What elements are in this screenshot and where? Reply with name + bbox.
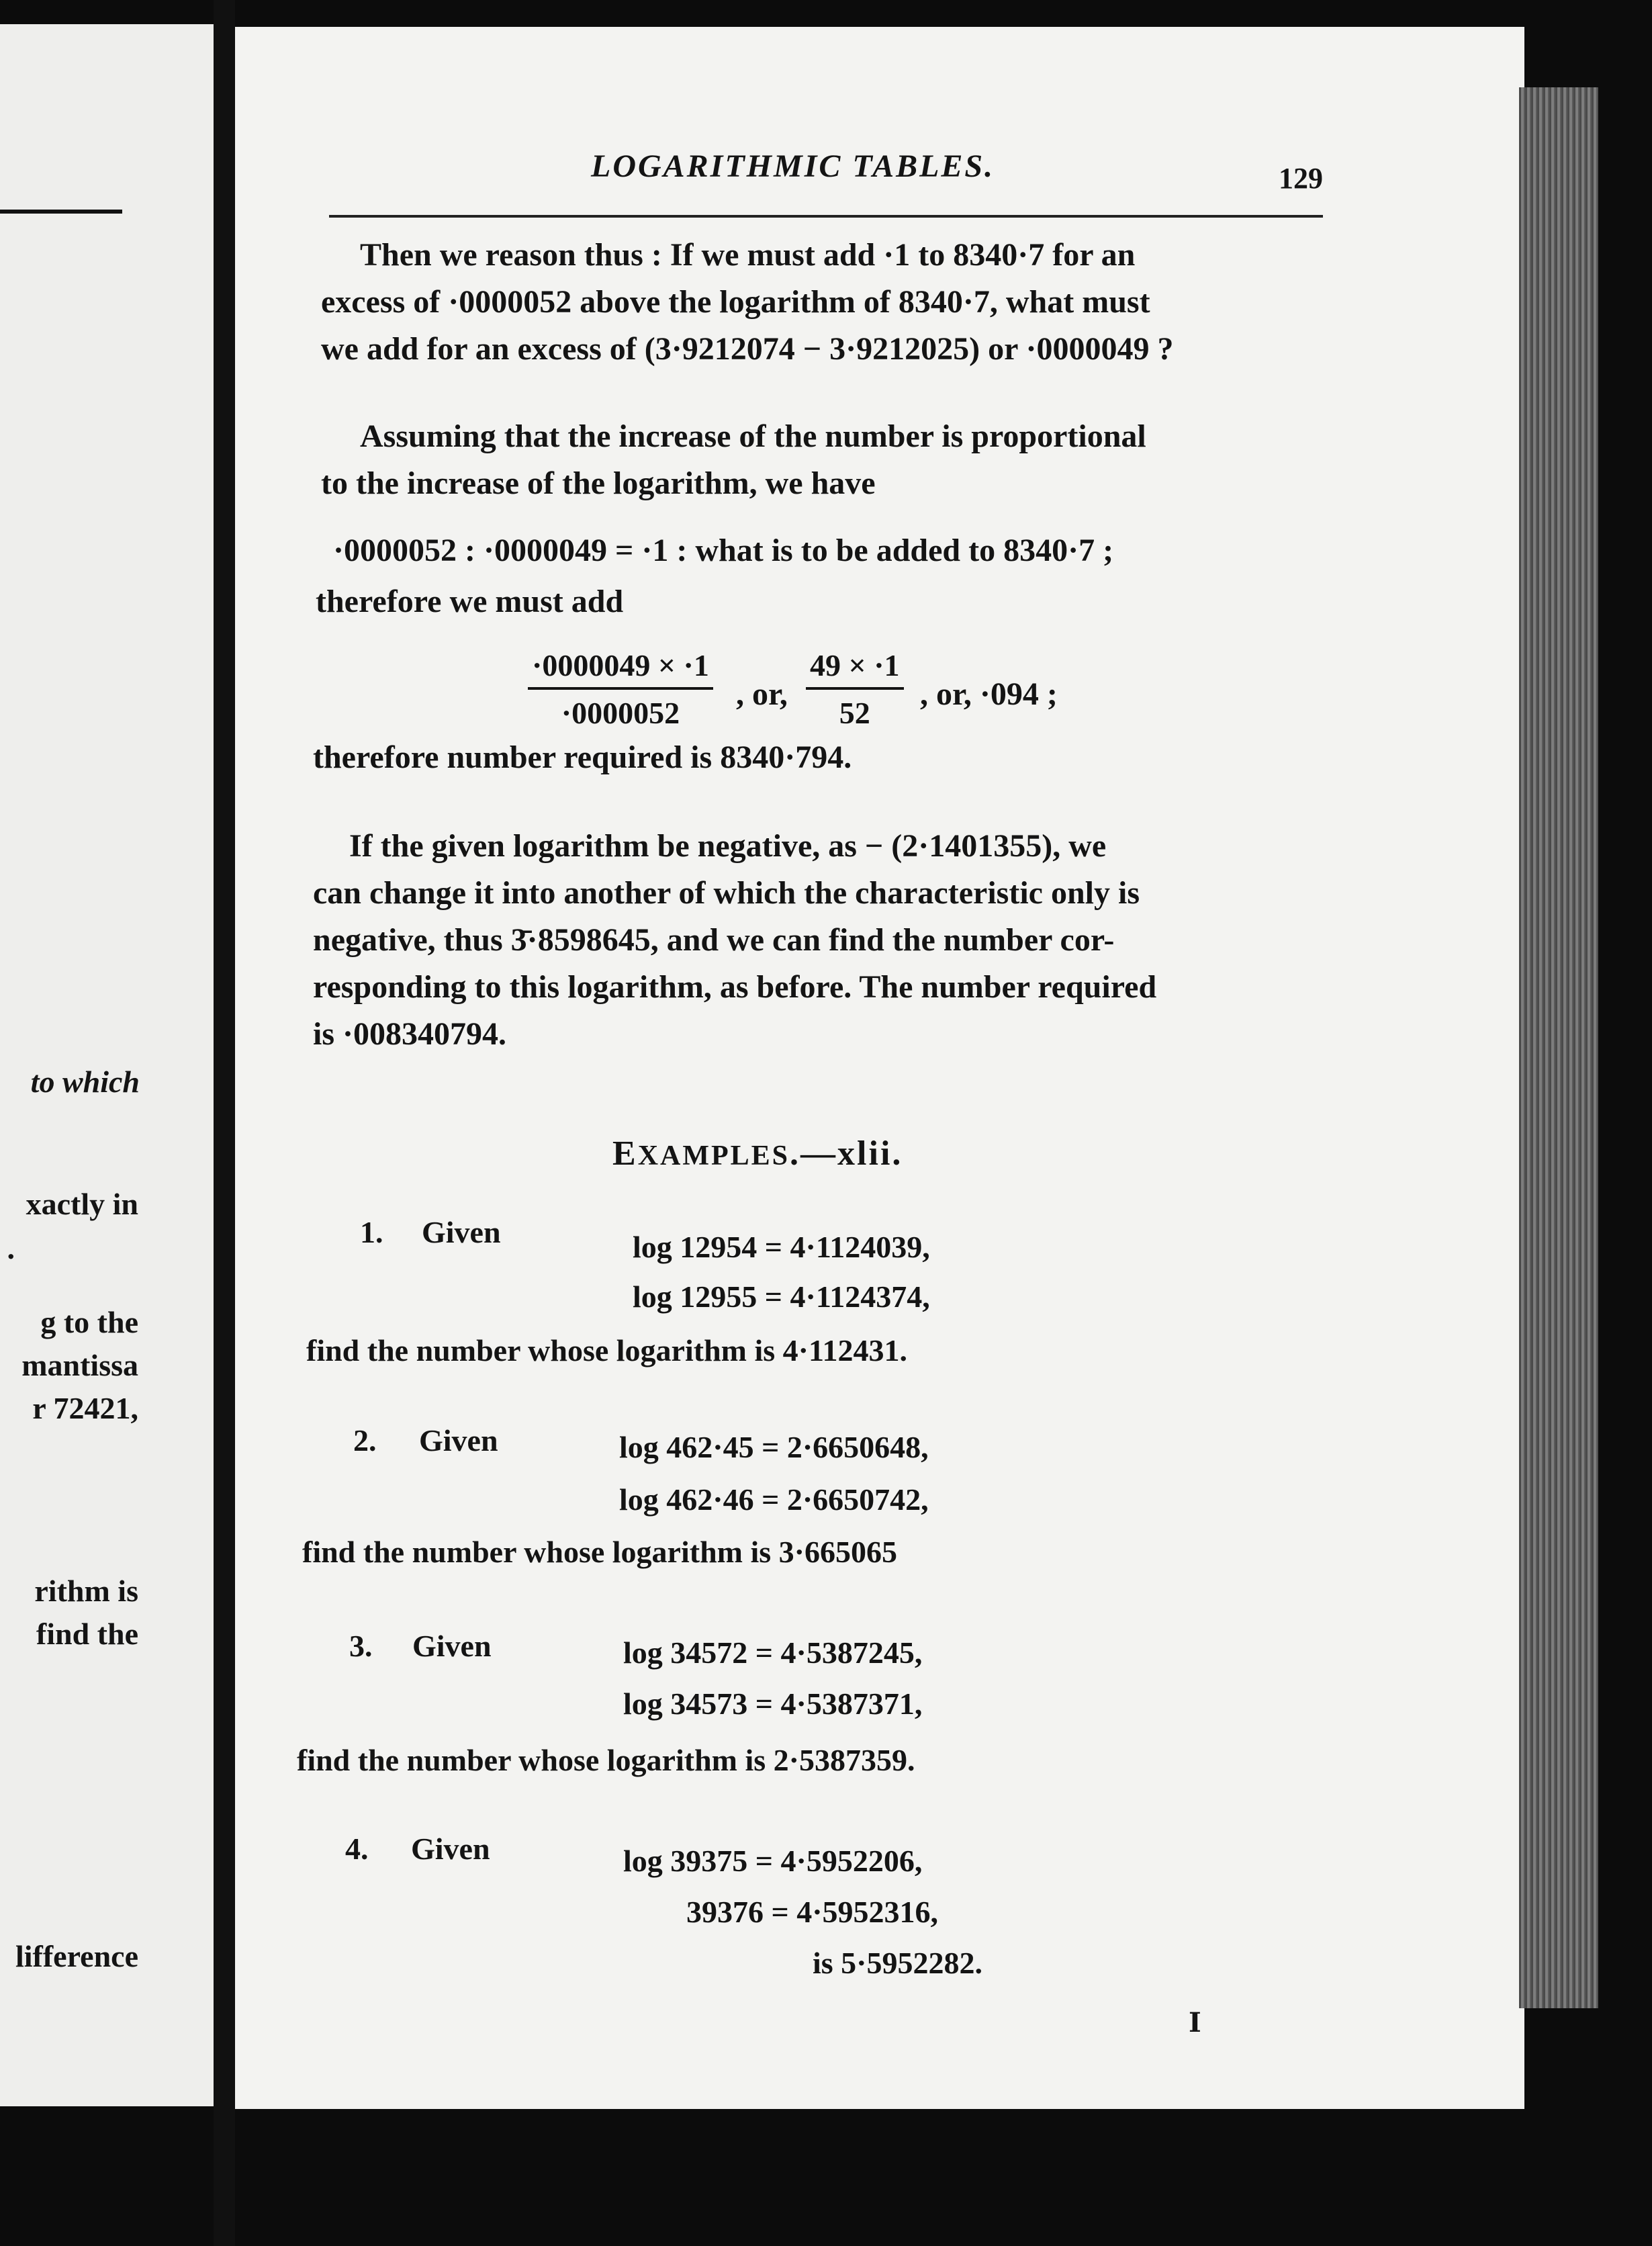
- example-log: log 462·46 = 2·6650742,: [619, 1482, 929, 1517]
- fraction-separator: , or,: [736, 676, 788, 712]
- book-gutter: [214, 0, 235, 2246]
- text-line: we add for an excess of (3·9212074 − 3·9212025) or ·0000049 ?: [321, 331, 1174, 367]
- fraction-2-denominator: 52: [839, 696, 870, 730]
- running-header: [329, 141, 1323, 215]
- example-given: Given: [422, 1215, 501, 1249]
- left-facing-page: [0, 24, 214, 2106]
- examples-heading-initial: E: [612, 1134, 638, 1173]
- result-line: therefore number required is 8340·794.: [313, 739, 852, 775]
- signature-mark: I: [1189, 2007, 1201, 2038]
- example-number: 1.: [360, 1215, 383, 1249]
- text-line: If the given logarithm be negative, as − (2·1401355), we: [349, 828, 1107, 864]
- text-line: is ·008340794.: [313, 1016, 507, 1052]
- left-page-fragment: r 72421,: [32, 1391, 138, 1425]
- examples-heading: [612, 1134, 903, 1173]
- example-given: Given: [412, 1629, 492, 1663]
- example-find: find the number whose logarithm is 2·5387359.: [297, 1743, 915, 1777]
- example-log: log 39375 = 4·5952206,: [623, 1844, 923, 1878]
- text-line: Then we reason thus : If we must add ·1 to 8340·7 for an: [360, 237, 1136, 273]
- examples-heading-smallcaps: XAMPLES: [637, 1140, 790, 1171]
- text-line: responding to this logarithm, as before. The number required: [313, 969, 1157, 1005]
- example-number: 3.: [349, 1629, 373, 1663]
- left-page-fragment: to which: [30, 1065, 140, 1099]
- header-rule: [329, 215, 1323, 218]
- fraction-result: , or, ·094 ;: [920, 676, 1058, 712]
- left-page-fragment: rithm is: [34, 1574, 138, 1608]
- example-given: Given: [419, 1423, 498, 1457]
- example-log: log 462·45 = 2·6650648,: [619, 1430, 929, 1464]
- fraction-2-numerator: 49 × ·1: [806, 647, 904, 690]
- fraction-1-numerator: ·0000049 × ·1: [528, 647, 713, 690]
- must-add-line: therefore we must add: [316, 584, 624, 619]
- text-line: excess of ·0000052 above the logarithm of 8340·7, what must: [321, 284, 1150, 320]
- text-line: Assuming that the increase of the number is proportional: [360, 418, 1146, 454]
- left-page-fragment: .: [7, 1231, 15, 1265]
- proportion-line: ·0000052 : ·0000049 = ·1 : what is to be added to 8340·7 ;: [333, 533, 1114, 568]
- fraction-2: [806, 647, 904, 731]
- left-page-fragment: g to the: [40, 1305, 138, 1339]
- left-page-fragment: mantissa: [21, 1348, 138, 1382]
- text-line: can change it into another of which the characteristic only is: [313, 875, 1140, 911]
- example-log: log 34573 = 4·5387371,: [623, 1687, 923, 1721]
- examples-heading-number: .—xlii.: [790, 1134, 903, 1173]
- page-fore-edge: [1519, 87, 1598, 2008]
- example-log: log 12954 = 4·1124039,: [633, 1230, 930, 1264]
- example-log: log 12955 = 4·1124374,: [633, 1279, 930, 1314]
- header-title: LOGARITHMIC TABLES.: [591, 148, 995, 184]
- example-log: 39376 = 4·5952316,: [686, 1895, 939, 1929]
- example-find: find the number whose logarithm is 3·665065: [302, 1535, 897, 1569]
- left-page-rule: [0, 210, 122, 214]
- text-line: negative, thus 3̄·8598645, and we can find the number cor-: [313, 922, 1115, 958]
- page-number: 129: [1279, 162, 1323, 195]
- text-line: to the increase of the logarithm, we have: [321, 465, 876, 501]
- fraction-1: [528, 647, 713, 731]
- fraction-1-denominator: ·0000052: [561, 696, 680, 730]
- left-page-fragment: lifference: [15, 1939, 138, 1973]
- left-page-fragment: xactly in: [26, 1187, 138, 1221]
- left-page-fragment: find the: [36, 1617, 138, 1651]
- example-find: find the number whose logarithm is 4·112431.: [306, 1333, 907, 1367]
- example-number: 2.: [353, 1423, 377, 1457]
- example-log: log 34572 = 4·5387245,: [623, 1635, 923, 1670]
- example-number: 4.: [345, 1832, 369, 1866]
- example-given: Given: [411, 1832, 490, 1866]
- example-find: is 5·5952282.: [813, 1946, 983, 1980]
